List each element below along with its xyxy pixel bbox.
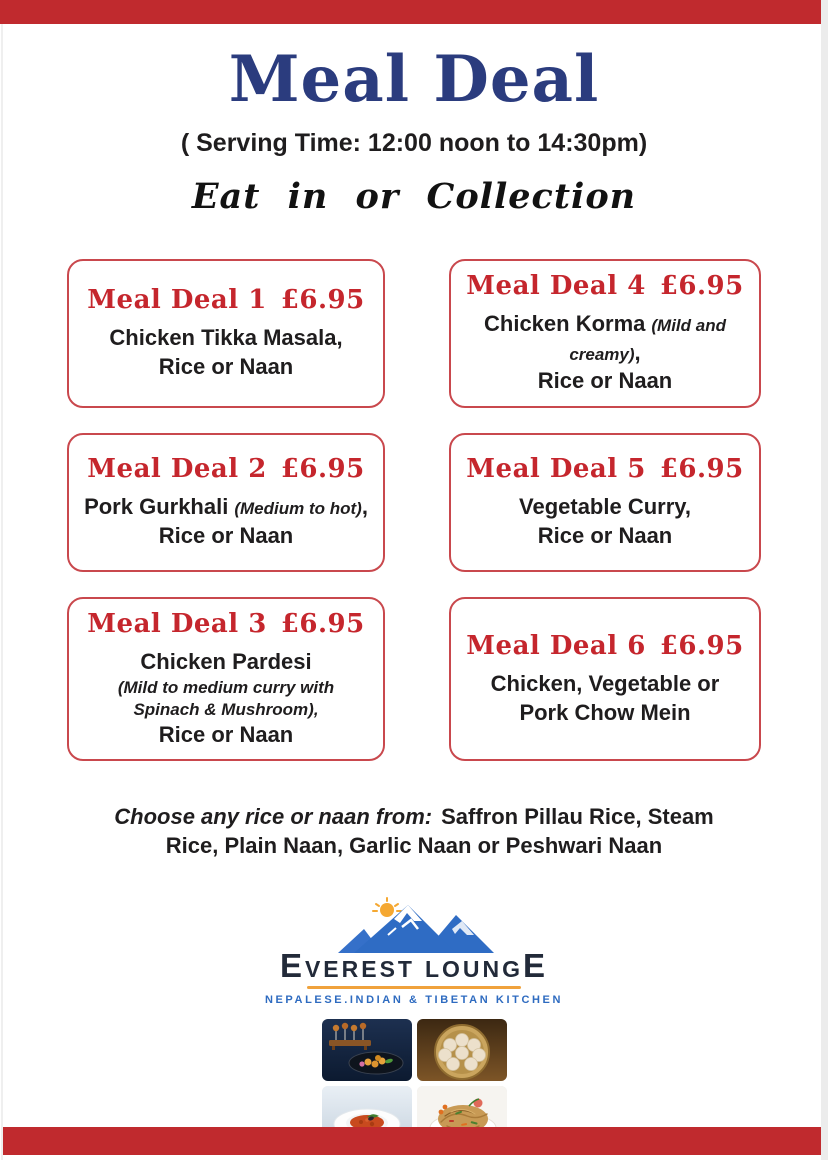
- deal-side-line: Rice or Naan: [537, 368, 673, 394]
- sun-icon: [373, 898, 401, 917]
- deal-note-block: (Mild to medium curry with Spinach & Mushroom),: [117, 677, 335, 719]
- deal-title: [457, 271, 753, 301]
- deal-price: £6.95: [280, 608, 365, 639]
- deal-name: Meal Deal 1: [87, 285, 267, 316]
- deal-note: (Mild and creamy): [569, 316, 726, 364]
- deal-side-line: Rice or Naan: [158, 721, 294, 747]
- mountain-peaks-icon: [324, 895, 504, 957]
- skewered-appetizers-photo: [322, 1019, 412, 1081]
- top-red-bar: [0, 0, 828, 24]
- deal-name: Meal Deal 5: [466, 454, 646, 485]
- serving-time-text: ( Serving Time: 12:00 noon to 14:30pm): [180, 129, 648, 158]
- momo-dumplings-steamer-photo: [417, 1019, 507, 1081]
- deal-note-suffix: ,: [634, 339, 641, 365]
- logo-name: [0, 946, 828, 984]
- page-title: Meal Deal: [228, 42, 600, 117]
- deal-main-item: Chicken Tikka Masala,: [109, 325, 343, 351]
- bottom-red-bar: [3, 1127, 828, 1155]
- meal-deal-card-1: [67, 259, 385, 408]
- deal-main-item: Pork Gurkhali: [84, 494, 229, 520]
- deal-title: [75, 285, 377, 315]
- deal-main-item: Chicken, Vegetable or: [490, 671, 720, 697]
- logo-word: VEREST: [304, 955, 415, 982]
- logo-word: LOUNG: [424, 955, 524, 982]
- meal-deal-card-5: [449, 433, 761, 572]
- everest-lounge-logo: [0, 895, 828, 1006]
- eat-in-or-collection-text: Eat in or Collection: [191, 176, 637, 218]
- meal-deal-card-4: [449, 259, 761, 408]
- choose-label: Choose any rice or naan from:: [114, 804, 433, 830]
- deal-price: £6.95: [280, 454, 365, 485]
- deal-price: £6.95: [659, 271, 744, 302]
- deal-description: [457, 310, 753, 367]
- deal-price: £6.95: [280, 285, 365, 316]
- deal-side-line: Rice or Naan: [537, 522, 673, 548]
- logo-orange-divider: [307, 986, 521, 989]
- page-right-edge: [821, 0, 828, 1160]
- deal-side-line: Pork Chow Mein: [519, 699, 691, 725]
- deal-note-suffix: ,: [361, 494, 368, 520]
- logo-tagline: NEPALESE.INDIAN & TIBETAN KITCHEN: [264, 993, 564, 1006]
- deal-name: Meal Deal 2: [87, 454, 267, 485]
- deal-name: Meal Deal 6: [466, 631, 646, 662]
- deal-side-line: Rice or Naan: [158, 522, 294, 548]
- deal-price: £6.95: [659, 454, 744, 485]
- deal-title: [457, 454, 753, 484]
- deal-description: [75, 648, 377, 677]
- deal-side-line: Rice or Naan: [158, 354, 294, 380]
- deal-description: [75, 493, 377, 522]
- meal-deal-card-2: [67, 433, 385, 572]
- deal-name: Meal Deal 3: [87, 608, 267, 639]
- deal-description: [75, 324, 377, 353]
- deal-description: [457, 670, 753, 699]
- deal-title: [457, 631, 753, 661]
- deal-main-item: Chicken Pardesi: [140, 648, 312, 674]
- meal-deal-card-3: [67, 597, 385, 761]
- logo-letter: E: [523, 946, 549, 984]
- choose-options: Saffron Pillau Rice, Steam Rice, Plain Naan, Garlic Naan or Peshwari Naan: [165, 804, 714, 858]
- deal-title: [75, 609, 377, 639]
- deal-note: (Medium to hot): [234, 499, 362, 519]
- deal-price: £6.95: [659, 631, 744, 662]
- page-left-edge: [1, 24, 3, 1160]
- logo-letter: E: [279, 946, 305, 984]
- deal-title: [75, 454, 377, 484]
- deal-description: [457, 493, 753, 522]
- meal-deal-card-6: [449, 597, 761, 761]
- meal-deals-grid: [67, 259, 761, 761]
- deal-name: Meal Deal 4: [466, 271, 646, 302]
- rice-naan-options-text: [88, 803, 740, 860]
- deal-main-item: Chicken Korma: [484, 311, 646, 337]
- deal-main-item: Vegetable Curry,: [519, 494, 691, 520]
